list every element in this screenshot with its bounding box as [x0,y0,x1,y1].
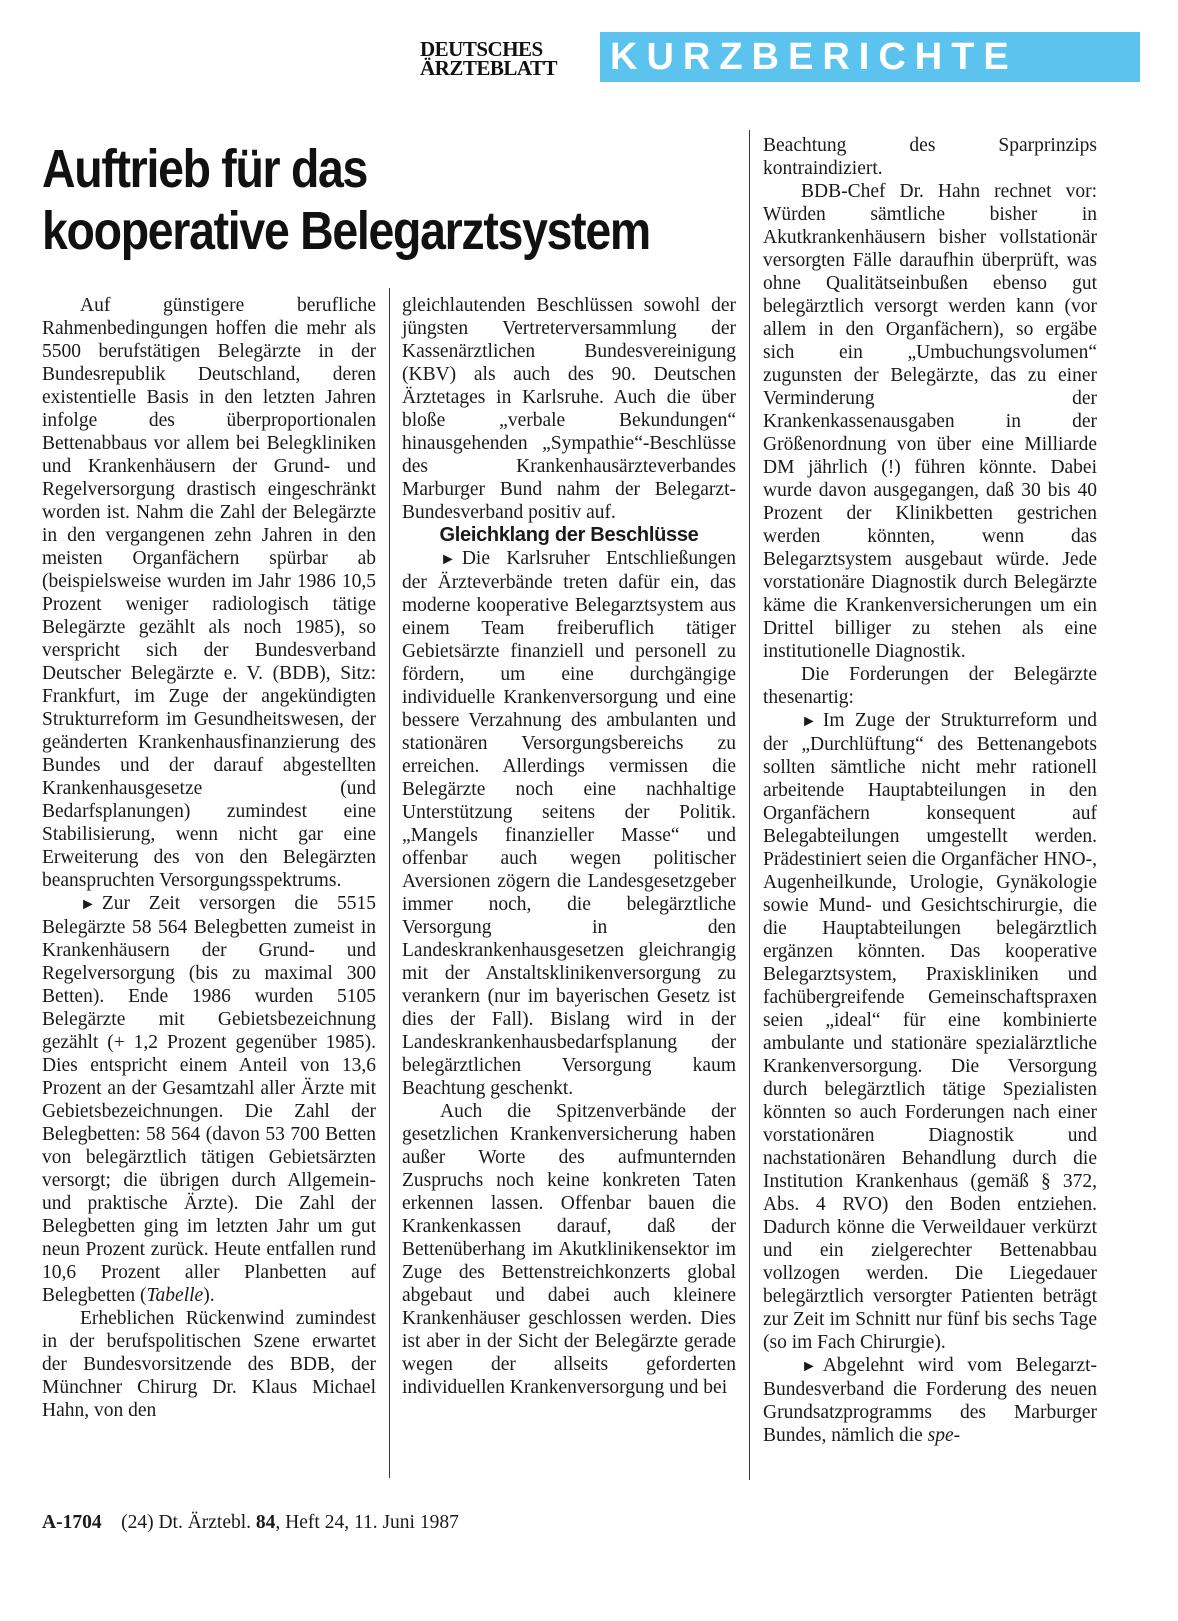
volume-number: 84 [255,1512,276,1533]
paragraph: Auf günstigere berufliche Rahmenbedingungen hoffen die mehr als 5500 berufstätigen Belegärzte in der Bundesrepublik Deutschland, deren existentielle Basis in den letzten Jahren infolge des überproportionalen Bettenabbaus vor allem bei Belegkliniken und Krankenhäusern der Grund- und Regelversorgung drastisch eingeschränkt worden ist. Nahm die Zahl der Belegärzte in den vergangenen zehn Jahren in den meisten Organfächern spürbar ab (beispielsweise wurden im Jahr 1986 10,5 Prozent weniger radiologisch tätige Belegärzte gezählt als noch 1985), so verspricht sich der Bundesverband Deutscher Belegärzte e. V. (BDB), Sitz: Frankfurt, im Zuge der angekündigten Strukturreform im Gesundheitswesen, der geänderten Krankenhausfinanzierung des Bundes und der darauf abgestellten Krankenhausgesetze (und Bedarfsplanungen) zumindest eine Stabilisierung, wenn nicht gar eine Erweiterung des von den Belegärzten beanspruchten Versorgungsspektrums. [42,295,376,891]
paragraph [42,892,376,1307]
table-reference: Tabelle [146,1285,204,1306]
headline-line-1: Auftrieb für das [42,139,368,199]
page-footer [42,1512,459,1534]
masthead [420,32,1140,82]
paragraph-text: Im Zuge der Strukturreform und der „Durchlüftung“ des Bettenangebots sollten sämtliche nicht mehr rationell arbeitende Hauptabteilungen in den Organfächern konsequent auf Belegabteilungen umgestellt werden. Prädestiniert seien die Organfächer HNO-, Augenheilkunde, Urologie, Gynäkologie sowie Mund- und Gesichtschirurgie, die die Hauptabteilungen belegärztlich ergänzen könnten. Das kooperative Belegarztsystem, Praxiskliniken und fachübergreifende Gemeinschaftspraxen seien „ideal“ für eine kombinierte ambulante und stationäre spezialärztliche Krankenversorgung. Die Versorgung durch belegärztlich tätige Spezialisten könnten so auch Forderungen nach einer vorstationären Diagnostik und nachstationären Behandlung durch die Institution Krankenhaus (gemäß § 372, Abs. 4 RVO) den Boden entziehen. Dadurch könne die Verweildauer verkürzt und ein zielgerechter Bettenabbau vollzogen werden. Die Liegedauer belegärztlich versorgter Patienten beträgt zur Zeit im Schnitt nur fünf bis sechs Tage (so im Fach Chirurgie). [763,710,1097,1353]
paragraph-text: Die Karlsruher Entschließungen der Ärzteverbände treten dafür ein, das moderne kooperative Belegarztsystem aus einem Team freiberuflich tätiger Gebietsärzte finanziell und personell zu fördern, um eine durchgängige individuelle Krankenversorgung und eine bessere Verzahnung des ambulanten und stationären Versorgungsbereichs zu erreichen. Allerdings vermissen die Belegärzte noch eine nachhaltige Unterstützung seitens der Politik. „Mangels finanzieller Masse“ und offenbar auch wegen politischer Aversionen zögern die Landesgesetzgeber immer noch, die belegärztliche Versorgung in den Landeskrankenhausgesetzen gleichrangig mit der Anstaltsklinikenversorgung zu verankern (nur im bayerischen Gesetz ist dies der Fall). Bislang wird in der Landeskrankenhausbedarfsplanung der belegärztlichen Versorgung kaum Beachtung geschenkt. [402,548,736,1099]
paragraph: Beachtung des Sparprinzips kontraindiziert. [763,135,1097,179]
paragraph-text-end: ). [203,1285,215,1306]
column-divider-2 [749,130,750,1480]
paragraph-text: Abgelehnt wird vom Belegarzt-Bundesverband die Forderung des neuen Grundsatzprogramms des Marburger Bundes, nämlich die [763,1355,1097,1446]
article-column-2 [402,294,736,1399]
paragraph [763,1354,1097,1447]
paragraph [402,547,736,1100]
column-divider-1 [389,288,390,1478]
bullet-arrow-icon: ► [801,713,817,730]
article-headline [42,138,661,262]
headline-line-2: kooperative Belegarztsystem [42,201,650,261]
continued-word: spe- [927,1425,961,1446]
paragraph-text: Zur Zeit versorgen die 5515 Belegärzte 58 564 Belegbetten zumeist in Krankenhäusern der Grund- und Regelversorgung (bis zu maximal 300 Betten). Ende 1986 wurden 5105 Belegärzte mit Gebietsbezeichnung gezählt (+ 1,2 Prozent gegenüber 1985). Dies entspricht einem Anteil von 13,6 Prozent an der Gesamtzahl aller Ärzte mit Gebietsbezeichnungen. Die Zahl der Belegbetten: 58 564 (davon 53 700 Betten von belegärztlich tätigen Gebietsärzten versorgt; die übrigen durch Allgemein- und praktische Ärzte). Die Zahl der Belegbetten ging im letzten Jahr um gut neun Prozent zurück. Heute entfallen rund 10,6 Prozent aller Planbetten auf Belegbetten ( [42,893,376,1306]
brand-line-2: ÄRZTEBLATT [420,56,557,80]
paragraph: Erheblichen Rückenwind zumindest in der berufspolitischen Szene erwartet der Bundesvorsitzende des BDB, der Münchner Chirurg Dr. Klaus Michael Hahn, von den [42,1308,376,1421]
bullet-arrow-icon: ► [80,896,96,913]
article-column-3 [763,134,1097,1447]
paragraph: Die Forderungen der Belegärzte thesenartig: [763,664,1097,708]
journal-brand [420,37,598,80]
article-column-1 [42,294,376,1422]
section-banner: KURZBERICHTE [600,32,1140,82]
page-reference: A-1704 [42,1512,102,1533]
brand-line-1: DEUTSCHES [420,37,543,61]
issue-date: , Heft 24, 11. Juni 1987 [275,1512,459,1533]
paragraph: gleichlautenden Beschlüssen sowohl der jüngsten Vertreterversammlung der Kassenärztlichen Bundesvereinigung (KBV) als auch des 90. Deutschen Ärztetages in Karlsruhe. Auch die über bloße „verbale Bekundungen“ hinausgehenden „Sympathie“-Beschlüsse des Krankenhausärzteverbandes Marburger Bund nahm der Belegarzt-Bundesverband positiv auf. [402,295,736,523]
paragraph [763,709,1097,1354]
paragraph: Auch die Spitzenverbände der gesetzlichen Krankenversicherung haben außer Worte des aufmunternden Zuspruchs noch keine konkreten Taten erkennen lassen. Offenbar bauen die Krankenkassen darauf, daß der Bettenüberhang im Akutklinikensektor im Zuge des Bettenstreichkonzerts global abgebaut und dabei auch kleinere Krankenhäuser geschlossen werden. Dies ist aber in der Sicht der Belegärzte gerade wegen der allseits geforderten individuellen Krankenversorgung und bei [402,1101,736,1398]
bullet-arrow-icon: ► [440,551,456,568]
bullet-arrow-icon: ► [801,1358,817,1375]
subheading: Gleichklang der Beschlüsse [439,524,699,546]
paragraph: BDB-Chef Dr. Hahn rechnet vor: Würden sämtliche bisher in Akutkrankenhäusern bisher vollstationär versorgten Fälle daraufhin überprüft, was ohne Qualitätseinbußen ebenso gut belegärztlich versorgt werden kann (vor allem in den Organfächern), so ergäbe sich ein „Umbuchungsvolumen“ zugunsten der Belegärzte, das zu einer Verminderung der Krankenkassenausgaben in der Größenordnung von über eine Milliarde DM jährlich (!) führen könnte. Dabei wurde davon ausgegangen, daß 30 bis 40 Prozent der Klinikbetten gestrichen werden könnten, wenn das Belegarztsystem ausgebaut würde. Jede vorstationäre Diagnostik durch Belegärzte käme die Krankenversicherungen um ein Drittel billiger zu stehen als eine institutionelle Diagnostik. [763,181,1097,662]
issue-prefix: (24) Dt. Ärztebl. [121,1512,252,1533]
